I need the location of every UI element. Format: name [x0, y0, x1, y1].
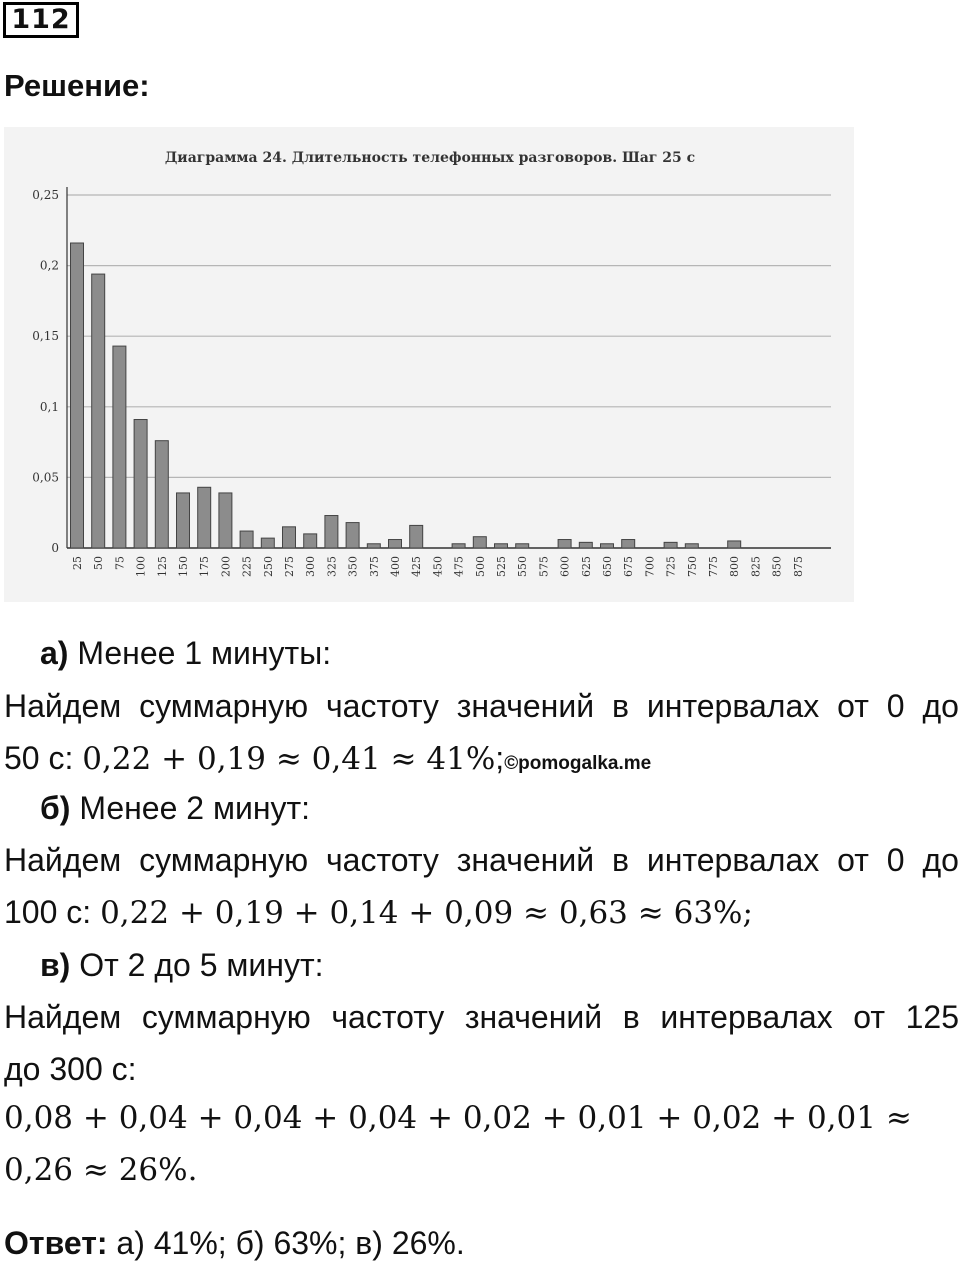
part-a-prefix: 50 с:: [4, 740, 83, 776]
x-tick-label: 725: [664, 556, 678, 577]
x-tick-label: 25: [71, 556, 84, 570]
x-tick-label: 325: [325, 556, 339, 577]
bar: [71, 243, 84, 548]
x-tick-label: 225: [240, 556, 254, 577]
answer-label: Ответ:: [4, 1225, 108, 1261]
part-a-title: Менее 1 минуты:: [68, 635, 332, 671]
word: интервалах: [646, 842, 820, 878]
x-tick-label: 425: [410, 556, 424, 577]
word: Найдем: [4, 688, 122, 724]
y-tick-label: 0,15: [32, 329, 59, 344]
bar: [685, 544, 698, 548]
part-b-label: б): [40, 790, 71, 826]
y-tick-label: 0,2: [39, 258, 59, 273]
bar: [325, 516, 338, 548]
bar: [410, 525, 423, 548]
word: интервалах: [660, 999, 833, 1035]
part-b-heading: [40, 788, 960, 828]
x-tick-label: 375: [367, 556, 381, 577]
word: до: [922, 842, 959, 878]
part-b-line1: [4, 840, 959, 880]
chart-title: Диаграмма 24. Длительность телефонных разговоров. Шаг 25 с: [164, 150, 696, 166]
x-tick-label: 350: [346, 556, 360, 577]
x-tick-label: 700: [643, 556, 657, 577]
bar: [304, 534, 317, 548]
part-a-suffix: ;: [495, 740, 505, 776]
word: 0: [886, 842, 905, 878]
bar: [346, 523, 359, 548]
x-tick-label: 175: [198, 556, 212, 577]
x-tick-label: 500: [473, 556, 487, 577]
part-c-math-line2: 0,26 ≈ 26%.: [4, 1152, 198, 1188]
part-b-math: 0,22 + 0,19 + 0,14 + 0,09 ≈ 0,63 ≈ 63%;: [100, 895, 753, 931]
part-a-heading: [40, 633, 960, 673]
word: Найдем: [4, 999, 122, 1035]
bar: [113, 346, 126, 548]
part-c-math-line1: 0,08 + 0,04 + 0,04 + 0,04 + 0,02 + 0,01 + 0,02 + 0,01 ≈: [4, 1100, 912, 1136]
x-tick-label: 650: [601, 556, 614, 577]
y-tick-label: 0,1: [39, 399, 59, 414]
word: частоту: [331, 999, 445, 1035]
part-b-prefix: 100 с:: [4, 894, 101, 930]
solution-heading: Решение:: [4, 68, 150, 103]
x-tick-label: 125: [155, 556, 169, 577]
part-a-math: 0,22 + 0,19 ≈ 0,41 ≈ 41%: [82, 741, 496, 777]
watermark: ©pomogalka.me: [504, 753, 652, 774]
bar: [198, 487, 211, 548]
bar: [495, 544, 508, 548]
bar: [622, 540, 635, 548]
bar: [473, 537, 486, 548]
part-c-heading: [40, 945, 960, 985]
word: значений: [456, 688, 595, 724]
x-tick-label: 200: [219, 556, 233, 577]
bar: [283, 527, 296, 548]
x-tick-label: 675: [622, 556, 636, 577]
answer-line: [4, 1223, 959, 1263]
bar: [389, 540, 402, 548]
x-tick-label: 400: [389, 556, 402, 577]
bar: [92, 274, 105, 548]
bar: [240, 531, 253, 548]
x-tick-label: 475: [452, 556, 466, 577]
part-c-line2: до 300 с:: [4, 1051, 137, 1087]
word: до: [922, 688, 959, 724]
part-c-line1: [4, 997, 959, 1037]
bar: [664, 542, 677, 548]
part-c-label: в): [40, 947, 71, 983]
word: 0: [886, 688, 905, 724]
part-a-line2: [4, 738, 959, 784]
word: 125: [905, 999, 959, 1035]
y-tick-label: 0,25: [32, 188, 59, 202]
problem-number: 112: [3, 2, 79, 38]
x-tick-label: 250: [261, 556, 275, 577]
bar: [579, 542, 592, 548]
bar: [134, 420, 147, 548]
part-a-line1: [4, 686, 959, 726]
x-tick-label: 600: [558, 556, 572, 577]
x-tick-label: 825: [749, 556, 763, 577]
x-tick-label: 875: [791, 556, 805, 577]
x-tick-label: 300: [304, 556, 318, 577]
x-tick-label: 800: [728, 556, 742, 577]
bar: [601, 544, 614, 548]
x-tick-label: 450: [431, 556, 445, 577]
x-tick-label: 525: [495, 556, 508, 577]
bar: [177, 493, 190, 548]
bar: [367, 544, 380, 548]
x-tick-label: 100: [134, 556, 148, 577]
bar: [728, 541, 741, 548]
x-tick-label: 275: [283, 556, 296, 577]
word: в: [611, 688, 629, 724]
word: в: [622, 999, 640, 1035]
x-tick-label: 775: [707, 556, 720, 577]
bar: [261, 538, 274, 548]
bar: [516, 544, 529, 548]
word: интервалах: [646, 688, 820, 724]
x-tick-label: 50: [92, 556, 106, 570]
answer-text: а) 41%; б) 63%; в) 26%.: [107, 1225, 465, 1261]
chart-container: [4, 127, 854, 602]
x-tick-label: 75: [113, 556, 127, 570]
word: суммарную: [139, 688, 309, 724]
word: от: [837, 842, 869, 878]
x-tick-label: 850: [770, 556, 784, 577]
part-b-line2: [4, 892, 959, 933]
word: суммарную: [141, 999, 311, 1035]
word: Найдем: [4, 842, 122, 878]
x-tick-label: 150: [177, 556, 190, 577]
bar: [155, 441, 168, 548]
x-tick-label: 625: [579, 556, 593, 577]
part-b-title: Менее 2 минут:: [70, 790, 311, 826]
word: от: [837, 688, 869, 724]
x-tick-label: 750: [685, 556, 699, 577]
word: значений: [464, 999, 603, 1035]
bar: [558, 540, 571, 548]
bar: [452, 544, 465, 548]
word: в: [611, 842, 629, 878]
part-a-label: а): [40, 635, 69, 671]
y-tick-label: 0: [51, 541, 59, 555]
word: значений: [456, 842, 595, 878]
histogram-chart: [4, 127, 854, 602]
bar: [219, 493, 232, 548]
word: суммарную: [139, 842, 309, 878]
y-tick-label: 0,05: [32, 470, 59, 485]
x-tick-label: 575: [537, 556, 551, 577]
part-c-title: От 2 до 5 минут:: [70, 947, 324, 983]
x-tick-label: 550: [516, 556, 530, 577]
word: от: [853, 999, 886, 1035]
word: частоту: [325, 842, 439, 878]
word: частоту: [325, 688, 439, 724]
